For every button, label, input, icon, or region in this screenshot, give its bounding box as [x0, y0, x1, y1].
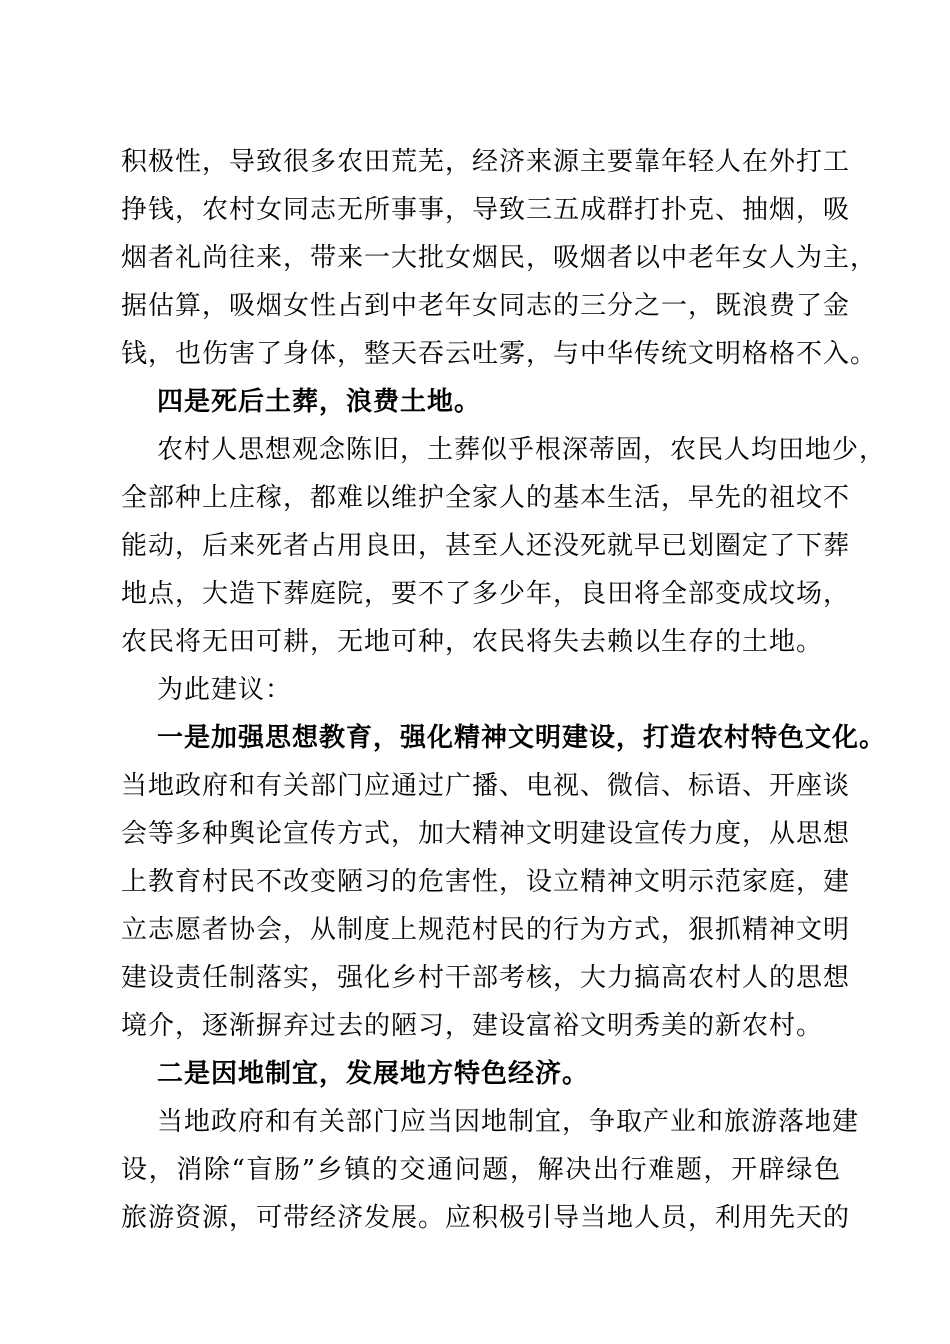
text-line: 钱，也伤害了身体，整天吞云吐雾，与中华传统文明格格不入。 [121, 339, 878, 369]
text-line: 境介，逐渐摒弃过去的陋习，建设富裕文明秀美的新农村。 [121, 1011, 824, 1041]
text-line: 积极性，导致很多农田荒芜，经济来源主要靠年轻人在外打工 [121, 147, 851, 177]
text-line: 设，消除“盲肠”乡镇的交通问题，解决出行难题，开辟绿色 [121, 1155, 841, 1185]
section-heading-two: 二是因地制宜，发展地方特色经济。 [157, 1059, 590, 1089]
text-line: 挣钱，农村女同志无所事事，导致三五成群打扑克、抽烟，吸 [121, 195, 851, 225]
text-line: 当地政府和有关部门应当因地制宜，争取产业和旅游落地建 [157, 1107, 860, 1137]
text-line: 上教育村民不改变陋习的危害性，设立精神文明示范家庭，建 [121, 867, 851, 897]
text-line: 农民将无田可耕，无地可种，农民将失去赖以生存的土地。 [121, 627, 824, 657]
text-line: 据估算，吸烟女性占到中老年女同志的三分之一，既浪费了金 [121, 291, 851, 321]
text-line: 旅游资源，可带经济发展。应积极引导当地人员，利用先天的 [121, 1203, 851, 1233]
section-heading-one: 一是加强思想教育，强化精神文明建设，打造农村特色文化。 [157, 723, 887, 753]
text-line: 立志愿者协会，从制度上规范村民的行为方式，狠抓精神文明 [121, 915, 851, 945]
text-line: 能动，后来死者占用良田，甚至人还没死就早已划圈定了下葬 [121, 531, 851, 561]
text-line: 会等多种舆论宣传方式，加大精神文明建设宣传力度，从思想 [121, 819, 851, 849]
text-line: 当地政府和有关部门应通过广播、电视、微信、标语、开座谈 [121, 771, 851, 801]
text-line: 建设责任制落实，强化乡村干部考核，大力搞高农村人的思想 [121, 963, 851, 993]
text-line: 地点，大造下葬庭院，要不了多少年，良田将全部变成坟场， [121, 579, 851, 609]
text-line: 全部种上庄稼，都难以维护全家人的基本生活，早先的祖坟不 [121, 483, 851, 513]
section-heading-four: 四是死后土葬，浪费土地。 [157, 387, 482, 417]
text-line: 烟者礼尚往来，带来一大批女烟民，吸烟者以中老年女人为主， [121, 243, 878, 273]
text-line: 农村人思想观念陈旧，土葬似乎根深蒂固，农民人均田地少， [157, 435, 887, 465]
suggestion-intro: 为此建议： [157, 675, 293, 705]
